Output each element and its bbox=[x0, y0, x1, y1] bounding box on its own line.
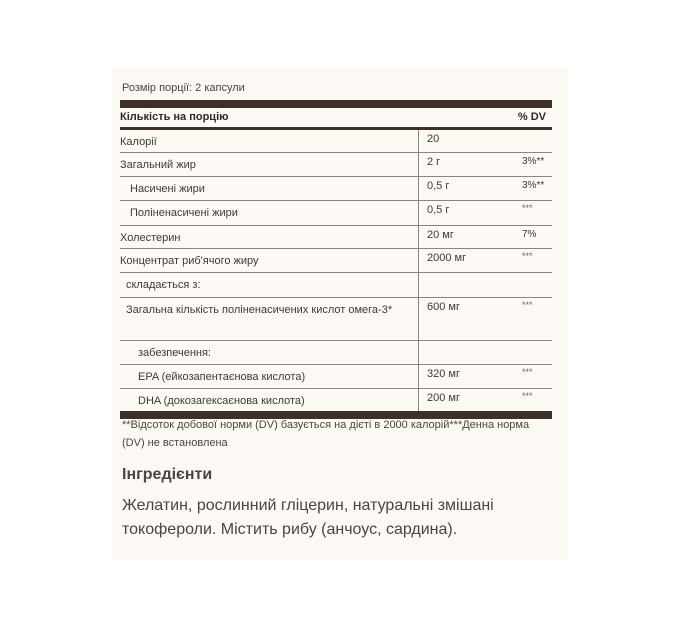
nutrient-amount: 20 мг bbox=[427, 229, 454, 241]
column-divider bbox=[418, 365, 419, 388]
column-divider bbox=[418, 249, 419, 272]
nutrient-name: Калорії bbox=[120, 136, 157, 148]
nutrient-name: Концентрат риб'ячого жиру bbox=[120, 255, 259, 267]
nutrient-amount: 200 мг bbox=[427, 392, 460, 404]
table-row bbox=[120, 341, 552, 365]
nutrient-amount: 320 мг bbox=[427, 368, 460, 380]
nutrient-amount: 2000 мг bbox=[427, 252, 467, 264]
column-divider bbox=[418, 389, 419, 411]
nutrient-amount: 0,5 г bbox=[427, 180, 450, 192]
table-row bbox=[120, 389, 552, 411]
table-row bbox=[120, 153, 552, 177]
column-divider bbox=[418, 130, 419, 152]
nutrient-dv: 7% bbox=[522, 229, 537, 240]
nutrient-name: Холестерин bbox=[120, 232, 181, 244]
nutrient-amount: 20 bbox=[427, 133, 440, 145]
table-header bbox=[120, 108, 552, 130]
column-divider bbox=[418, 273, 419, 297]
nutrient-amount: 600 мг bbox=[427, 301, 460, 313]
nutrient-name: Поліненасичені жири bbox=[130, 207, 238, 219]
amount-per-serving-heading: Кількість на порцію bbox=[120, 111, 229, 123]
nutrient-amount: 0,5 г bbox=[427, 204, 450, 216]
ingredients-text: Желатин, рослинний гліцерин, натуральні змішані токофероли. Містить рибу (анчоус, сардина). bbox=[122, 497, 494, 538]
table-row bbox=[120, 249, 552, 273]
table-row bbox=[120, 365, 552, 389]
nutrient-dv: *** bbox=[522, 251, 533, 261]
table-row bbox=[120, 201, 552, 226]
column-divider bbox=[418, 298, 419, 340]
table-row bbox=[120, 273, 552, 298]
nutrient-dv: *** bbox=[522, 367, 533, 377]
footnote: **Відсоток добової норми (DV) базується на дієті в 2000 калорій***Денна норма (DV) не встановлена bbox=[122, 419, 530, 449]
serving-size: Розмір порції: 2 капсули bbox=[122, 82, 245, 94]
nutrient-name: Загальний жир bbox=[120, 159, 196, 171]
nutrient-name: DHA (докозагексаєнова кислота) bbox=[138, 395, 305, 407]
ingredients-heading: Інгредієнти bbox=[122, 466, 213, 483]
nutrient-name: Загальна кількість поліненасичених кислот омега-3* bbox=[126, 304, 393, 316]
table-row bbox=[120, 177, 552, 201]
nutrient-dv: 3%** bbox=[522, 156, 545, 167]
table-row bbox=[120, 130, 552, 153]
column-divider bbox=[418, 201, 419, 225]
dv-heading: % DV bbox=[517, 111, 546, 123]
column-divider bbox=[418, 226, 419, 248]
nutrient-dv: 3%** bbox=[522, 180, 545, 191]
column-divider bbox=[418, 341, 419, 364]
column-divider bbox=[418, 153, 419, 176]
nutrient-name: забезпечення: bbox=[138, 347, 211, 359]
nutrient-dv: *** bbox=[522, 300, 533, 310]
table-row bbox=[120, 298, 552, 341]
top-divider-bar bbox=[120, 100, 552, 108]
nutrient-name: складається з: bbox=[126, 279, 201, 291]
nutrient-name: Насичені жири bbox=[130, 183, 205, 195]
nutrient-dv: *** bbox=[522, 391, 533, 401]
nutrient-amount: 2 г bbox=[427, 156, 441, 168]
column-divider bbox=[418, 177, 419, 200]
nutrient-name: EPA (ейкозапентаєнова кислота) bbox=[138, 371, 306, 383]
nutrition-table bbox=[120, 108, 552, 419]
nutrient-dv: *** bbox=[522, 203, 533, 213]
supplement-facts-card bbox=[112, 68, 568, 560]
table-row bbox=[120, 226, 552, 249]
